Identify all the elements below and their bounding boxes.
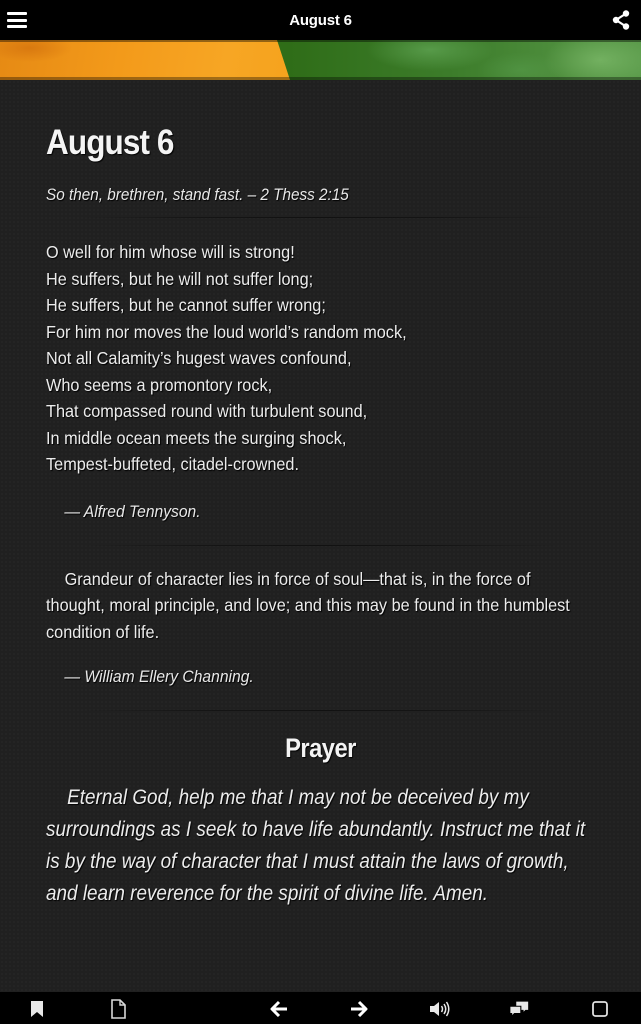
poem-line: For him nor moves the loud world’s random mock, [46,321,407,342]
poem-attribution: — Alfred Tennyson. [64,501,201,521]
divider [81,710,561,711]
poem-line: Who seems a promontory rock, [46,374,273,395]
poem-line: O well for him whose will is strong! [46,242,295,262]
hamburger-menu-icon[interactable] [7,12,27,28]
speaker-icon[interactable] [428,998,450,1020]
menu-line [7,12,27,15]
poem-line: He suffers, but he cannot suffer wrong; [46,295,326,315]
poem-line: He suffers, but he will not suffer long; [46,268,314,289]
poem [46,239,595,478]
arrow-left-icon[interactable] [268,998,290,1020]
poem-line: Tempest-buffeted, citadel-crowned. [46,454,300,474]
arrow-right-icon[interactable] [348,998,370,1020]
menu-line [7,25,27,28]
divider [81,545,561,546]
square-icon[interactable] [589,998,611,1020]
share-icon[interactable] [611,10,631,30]
prayer-heading: Prayer [285,733,356,763]
poem-line: Not all Calamity’s hugest waves confound, [46,348,352,368]
poem-line: That compassed round with turbulent sound, [46,401,368,421]
banner-shade [0,40,641,42]
menu-line [7,19,27,22]
devotional-content[interactable] [0,80,641,992]
banner-orange-leaf [0,40,300,80]
header-banner-image [0,40,641,80]
divider [81,217,561,218]
document-icon[interactable] [107,998,129,1020]
prayer-text: Eternal God, help me that I may not be deceived by my surroundings as I seek to have life abundantly. Instruct me that it is by the way of character that I must attain the laws of growth, and learn reverence for the spirit of divine life. Amen. [46,785,586,905]
chat-bubbles-icon[interactable] [508,998,530,1020]
bottom-toolbar [0,992,641,1024]
top-action-bar [0,0,641,40]
page-title: August 6 [46,123,174,162]
quote-text: Grandeur of character lies in force of soul—that is, in the force of thought, moral principle, and love; and this may be found in the humblest condition of life. [46,568,570,642]
app-bar-title: August 6 [289,11,352,29]
bookmark-icon[interactable] [26,998,48,1020]
scripture-verse: So then, brethren, stand fast. – 2 Thess 2:15 [46,185,349,204]
quote-attribution: — William Ellery Channing. [64,667,254,686]
poem-line: In middle ocean meets the surging shock, [46,427,347,448]
